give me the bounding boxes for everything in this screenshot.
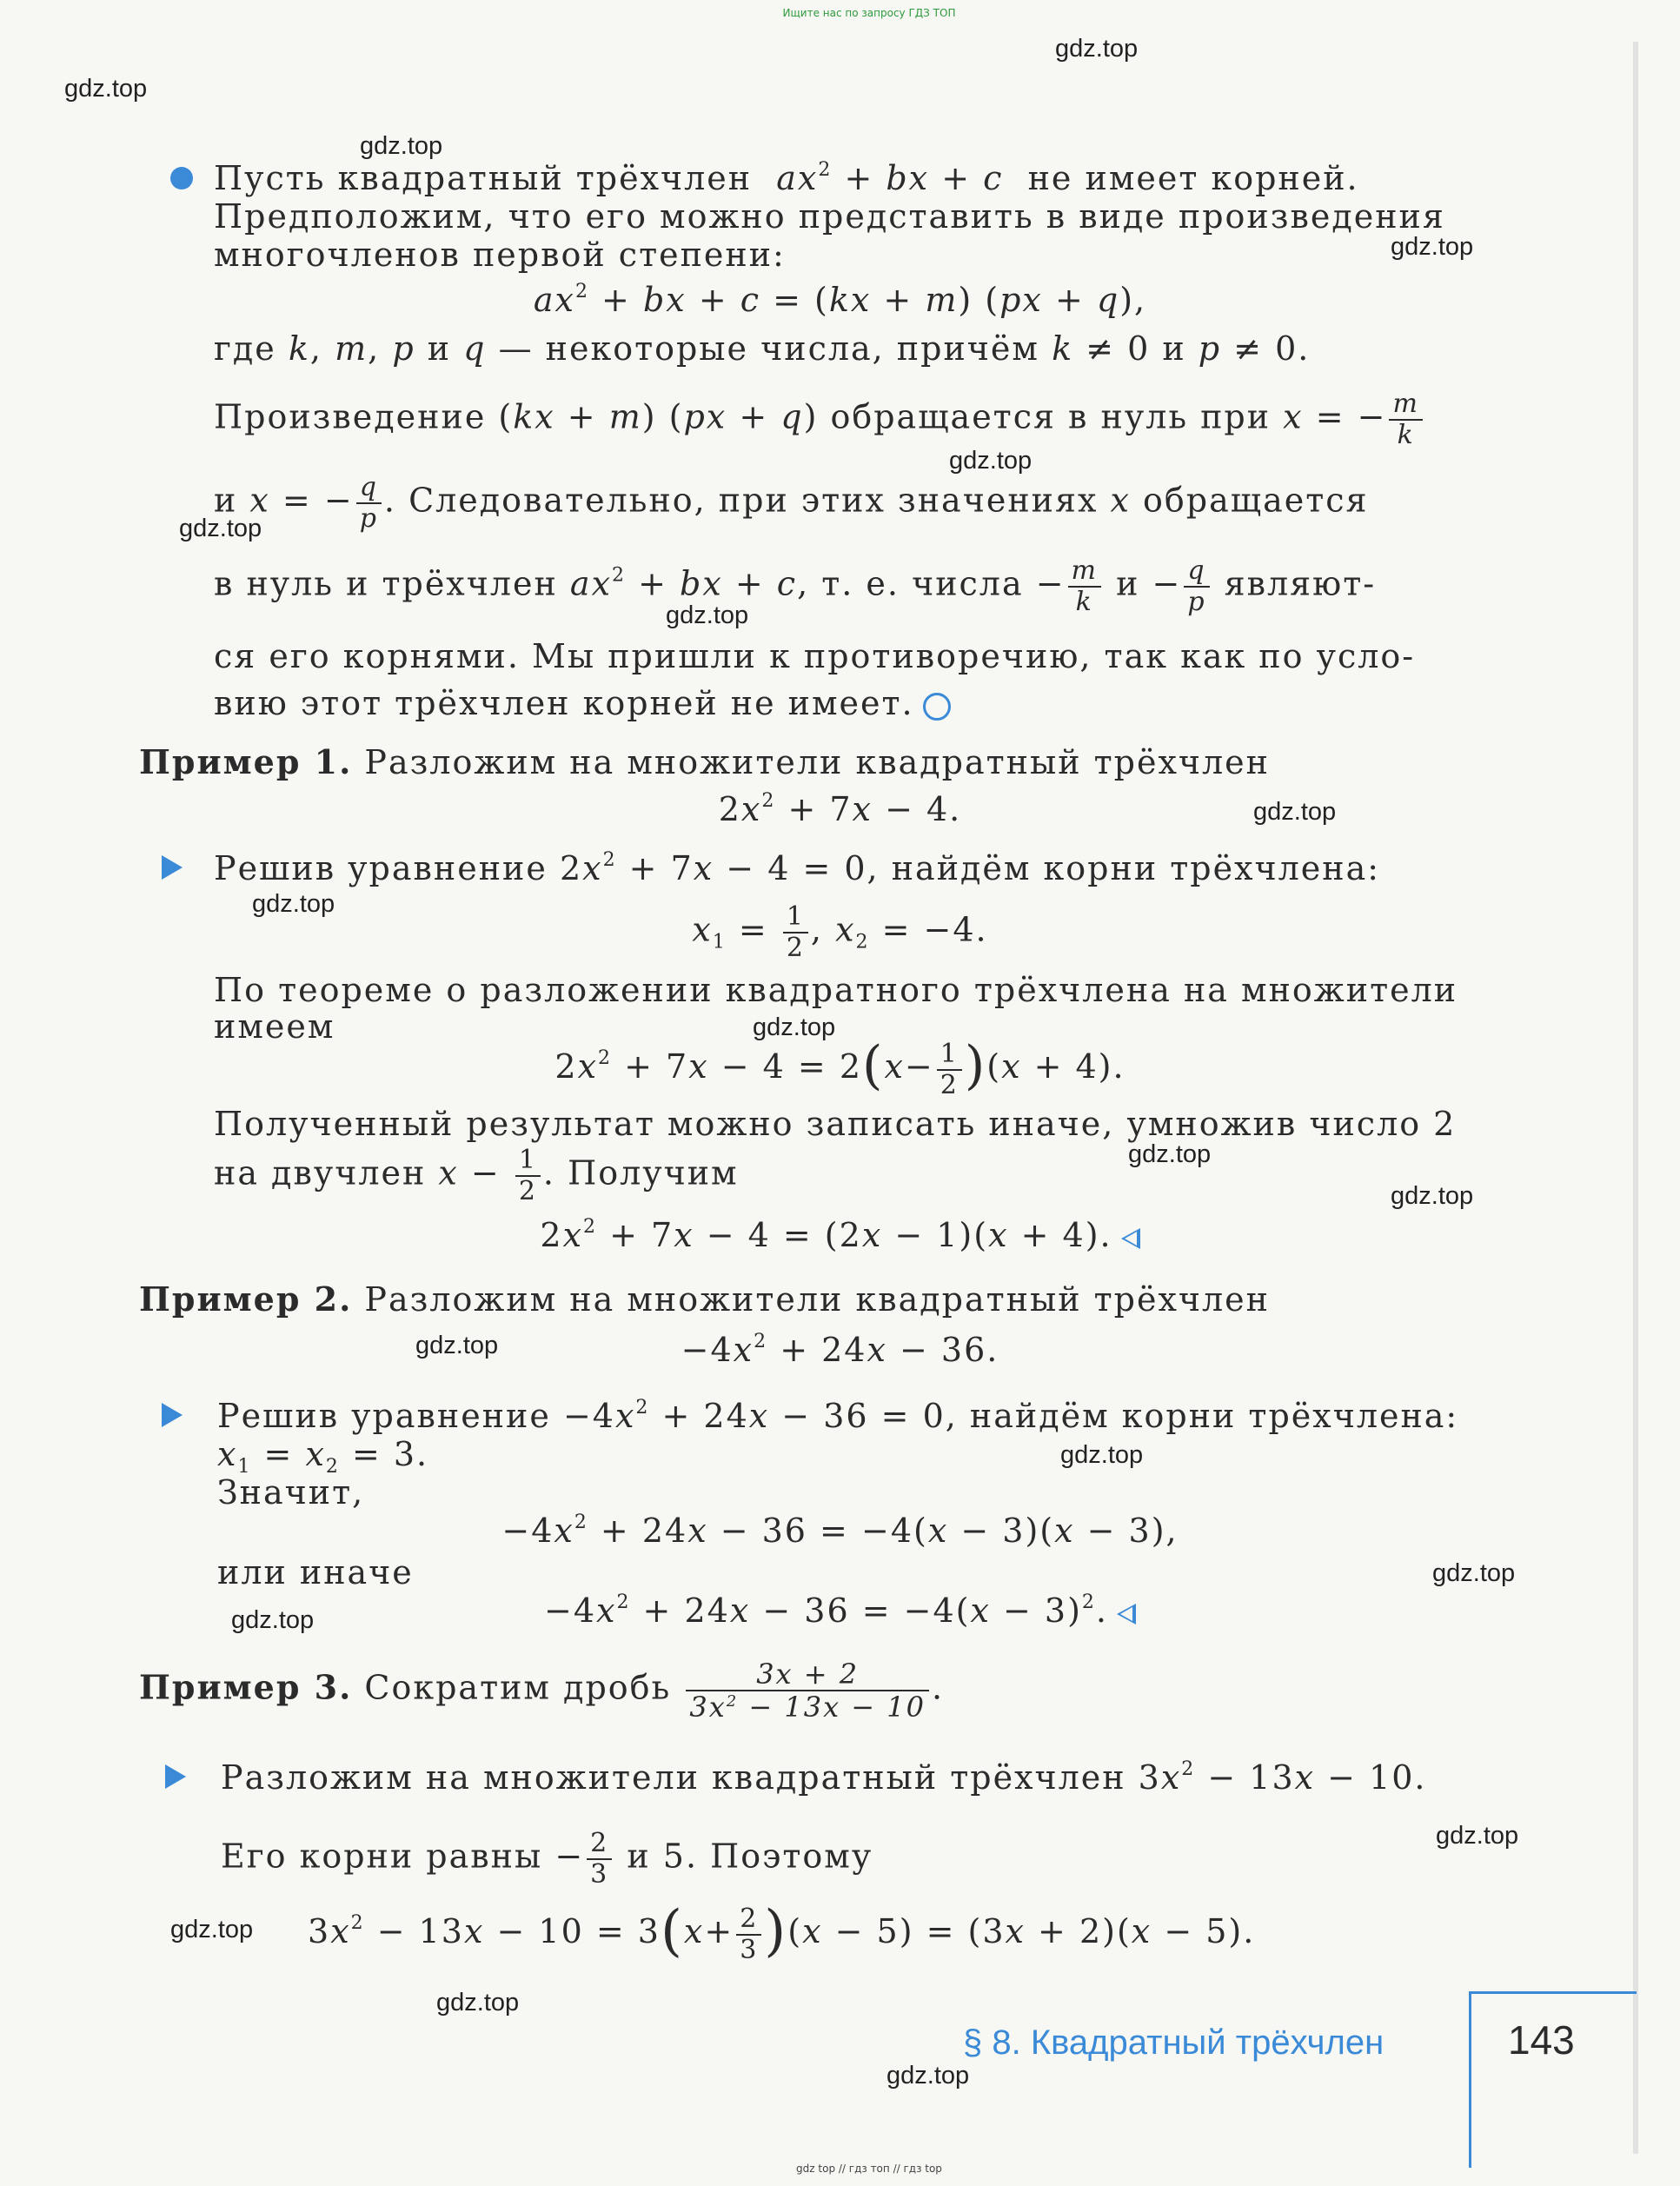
watermark: gdz.top xyxy=(252,890,335,918)
proof-line-3: многочленов первой степени: xyxy=(214,236,786,274)
proof-line-5: где k, m, p и q — некоторые числа, причём k ≠ 0 и p ≠ 0. xyxy=(214,329,1311,368)
example-1-alt-2: на двучлен x − $\frac{1}{2}$ . Получим xyxy=(214,1145,739,1206)
proof-line-10: вию этот трёхчлен корней не имеет. xyxy=(214,687,951,721)
example-3-final: $3x^2 - 13x - 10 = 3(x+$ $\frac{2}{3}$ )(x − 5) = (3x + 2)(x − 5). xyxy=(308,1899,1256,1965)
example-1-roots: $x_1$ = $\frac{1}{2}$ , $x_2 = -4$. xyxy=(692,901,988,963)
bottom-note: gdz top // гдз топ // гдз top xyxy=(796,2163,942,2175)
watermark: gdz.top xyxy=(415,1332,499,1359)
proof-line-8: в нуль и трёхчлен $ax^2$ + bx + c, т. е. числа − $\frac{m}{k}$ и − $\frac{q}{p}$ являют- xyxy=(214,555,1377,617)
watermark: gdz.top xyxy=(1436,1822,1519,1850)
section-title: § 8. Квадратный трёхчлен xyxy=(963,2023,1385,2062)
page-number: 143 xyxy=(1508,2017,1575,2063)
example-2-or: или иначе xyxy=(217,1553,414,1591)
watermark: gdz.top xyxy=(436,1989,520,2017)
watermark: gdz.top xyxy=(949,447,1033,475)
bullet-dot-icon xyxy=(170,167,193,189)
end-of-solution-icon xyxy=(1121,1228,1140,1249)
watermark: gdz.top xyxy=(1128,1140,1212,1168)
example-1-have: имеем xyxy=(214,1007,335,1046)
watermark: gdz.top xyxy=(1432,1559,1516,1587)
example-2-result: $-4x^2 + 24x - 36 = -4(x - 3)(x - 3)$, xyxy=(501,1512,1179,1550)
example-3-factor: Разложим на множители квадратный трёхчлен $3x^2 - 13x - 10$. xyxy=(221,1758,1427,1797)
example-1-theorem: По теореме о разложении квадратного трёхчлена на множители xyxy=(214,971,1458,1009)
solution-start-icon xyxy=(162,1403,183,1427)
solution-start-icon xyxy=(165,1764,186,1789)
watermark: gdz.top xyxy=(179,515,262,542)
example-2-roots: $x_1 = x_2 = 3$. xyxy=(217,1435,429,1478)
example-2-means: Значит, xyxy=(217,1473,365,1512)
example-1-trinomial: $2x^2 + 7x - 4$. xyxy=(718,790,962,828)
example-1-solve: Решив уравнение $2x^2 + 7x - 4 = 0$, найдём корни трёхчлена: xyxy=(214,849,1381,887)
proof-line-6: Произведение (kx + m) (px + q) обращается в нуль при x = − $\frac{m}{k}$ xyxy=(214,391,1425,448)
proof-line-9: ся его корнями. Мы пришли к противоречию, так как по усло- xyxy=(214,637,1416,675)
end-of-solution-icon xyxy=(1117,1604,1136,1625)
watermark: gdz.top xyxy=(666,601,749,629)
example-2-trinomial: $-4x^2 + 24x - 36$. xyxy=(681,1331,999,1369)
top-note: Ищите нас по запросу ГДЗ ТОП xyxy=(782,7,956,19)
example-1-final: $2x^2 + 7x - 4 = (2x - 1)(x + 4)$. xyxy=(0,1219,1680,1252)
example-2-solve: Решив уравнение $-4x^2 + 24x - 36 = 0$, найдём корни трёхчлена: xyxy=(217,1397,1459,1435)
watermark: gdz.top xyxy=(1391,233,1474,261)
watermark: gdz.top xyxy=(170,1916,254,1943)
formula-factorization: $ax^2$ + bx + c = (kx + m) (px + q), xyxy=(533,281,1147,319)
solution-start-icon xyxy=(162,855,183,880)
watermark: gdz.top xyxy=(886,2062,970,2090)
end-of-proof-icon xyxy=(923,693,951,721)
proof-line-1: Пусть квадратный трёхчлен $ax^2$ + bx + c не имеет корней. xyxy=(214,159,1359,197)
watermark: gdz.top xyxy=(1060,1441,1144,1469)
watermark: gdz.top xyxy=(1391,1182,1474,1210)
watermark: gdz.top xyxy=(231,1606,315,1634)
watermark: gdz.top xyxy=(360,132,443,160)
example-2-final: $-4x^2 + 24x - 36 = -4(x - 3)^2$. xyxy=(544,1594,1136,1627)
watermark: gdz.top xyxy=(64,75,148,103)
example-1-result: $2x^2 + 7x - 4 = 2(x-$ $\frac{1}{2}$ )(x + 4). xyxy=(554,1035,1126,1100)
watermark: gdz.top xyxy=(1253,798,1337,826)
example-2-heading: Пример 2. Разложим на множители квадратный трёхчлен xyxy=(139,1279,1270,1319)
watermark: gdz.top xyxy=(753,1013,836,1041)
proof-line-2: Предположим, что его можно представить в виде произведения xyxy=(214,197,1445,236)
example-3-heading: Пример 3. Сократим дробь $\frac{3x + 2}{3x^2 - 13x - 10}$ . xyxy=(139,1658,945,1724)
example-3-roots: Его корни равны − $\frac{2}{3}$ и 5. Поэтому xyxy=(221,1828,873,1890)
example-1-alt-1: Полученный результат можно записать иначе, умножив число 2 xyxy=(214,1105,1457,1143)
proof-line-7: и x = − $\frac{q}{p}$ . Следовательно, при этих значениях x обращается xyxy=(214,472,1369,534)
example-1-heading: Пример 1. Разложим на множители квадратный трёхчлен xyxy=(139,742,1270,781)
watermark: gdz.top xyxy=(1055,35,1139,63)
